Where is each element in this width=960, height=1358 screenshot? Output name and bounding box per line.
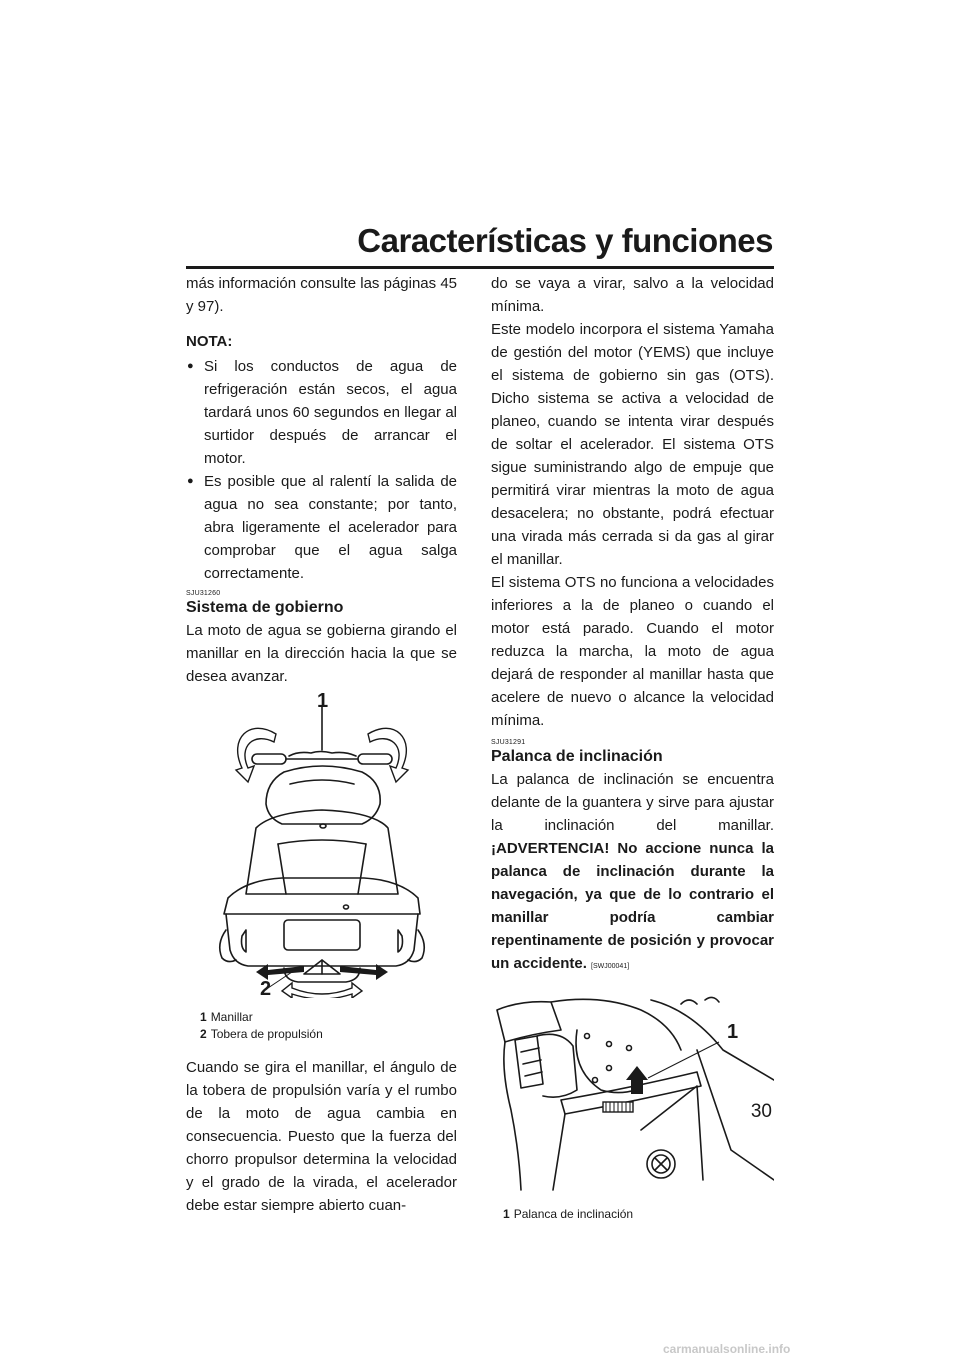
caption bbox=[200, 1009, 457, 1026]
caption-number: 1 bbox=[200, 1010, 207, 1024]
left-column bbox=[186, 272, 457, 1217]
callout-1: 1 bbox=[727, 1021, 739, 1043]
caption-text: Palanca de inclinación bbox=[513, 1207, 634, 1221]
callout-1: 1 bbox=[317, 690, 329, 712]
section-paragraph bbox=[491, 768, 774, 978]
yems-paragraph: Este modelo incorpora el sistema Yamaha de gestión del motor (YEMS) que incluye el sistema de gobierno sin gas (OTS). Dicho sistema se activa a velocidad de planeo, cuando se intenta virar después de soltar el acelerador. El sistema OTS sigue suministrando algo de empuje que permitirá virar mientras la moto de agua desacelera; no obstante, podrá efectuar una virada más cerrada si da gas al girar el manillar. bbox=[491, 321, 774, 568]
section-paragraph: La moto de agua se gobierna girando el manillar en la dirección hacia la que se desea avanzar. bbox=[186, 622, 457, 685]
section-text: La palanca de inclinación se encuentra delante de la guantera y sirve para ajustar la inclinación del manillar. bbox=[491, 771, 774, 834]
section-heading: Sistema de gobierno bbox=[186, 599, 344, 616]
steering-figure bbox=[186, 690, 457, 1005]
page-number: 30 bbox=[750, 1101, 772, 1122]
caption-number: 2 bbox=[200, 1027, 207, 1041]
caption bbox=[503, 1206, 774, 1223]
intro-paragraph: más información consulte las páginas 45 y 97). bbox=[186, 275, 457, 315]
section-code: SJU31260 bbox=[186, 590, 221, 597]
caption bbox=[200, 1026, 457, 1043]
watermark: carmanualsonline.info bbox=[663, 1342, 791, 1356]
list-item: ● Si los conductos de agua de refrigeración están secos, el agua tardará unos 60 segundos en llegar al surtidor después de arrancar el motor. bbox=[186, 355, 457, 470]
right-column bbox=[491, 272, 774, 1223]
list-item: ● Es posible que al ralentí la salida de agua no sea constante; por tanto, abra ligeramente el acelerador para comprobar que el agua salga correctamente. bbox=[186, 470, 457, 585]
caption-number: 1 bbox=[503, 1207, 510, 1221]
nota-heading: NOTA: bbox=[186, 333, 233, 350]
ots-paragraph: El sistema OTS no funciona a velocidades inferiores a la de planeo o cuando el motor está parado. Cuando el motor reduzca la marcha, la moto de agua dejará de responder al manillar hasta que acelere de nuevo o alcance la velocidad mínima. bbox=[491, 574, 774, 729]
jetski-rear-illustration bbox=[186, 698, 457, 998]
figure-captions bbox=[200, 1009, 457, 1043]
warning-text: ¡ADVERTENCIA! No accione nunca la palanca de inclinación durante la navegación, ya que de lo contrario el manillar podría cambiar repentinamente de posición y provocar un accidente. bbox=[491, 840, 774, 972]
section-heading: Palanca de inclinación bbox=[491, 748, 663, 765]
nota-list bbox=[186, 355, 457, 585]
section-code: SJU31291 bbox=[491, 739, 526, 746]
page-title: Características y funciones bbox=[357, 222, 773, 259]
header-rule bbox=[186, 266, 774, 269]
continued-paragraph: do se vaya a virar, salvo a la velocidad mínima. bbox=[491, 275, 774, 315]
after-figure-paragraph: Cuando se gira el manillar, el ángulo de la tobera de propulsión varía y el rumbo de la moto de agua cambia en consecuencia. Puesto que la fuerza del chorro propulsor determina la velocidad y el grado de la virada, el acelerador debe estar siempre abierto cuan- bbox=[186, 1059, 457, 1214]
warning-code: [SWJ00041] bbox=[591, 963, 630, 970]
caption-text: Tobera de propulsión bbox=[210, 1027, 323, 1041]
figure-captions bbox=[503, 1206, 774, 1223]
callout-2: 2 bbox=[260, 978, 272, 1000]
tilt-lever-figure bbox=[491, 990, 774, 1202]
caption-text: Manillar bbox=[210, 1010, 253, 1024]
